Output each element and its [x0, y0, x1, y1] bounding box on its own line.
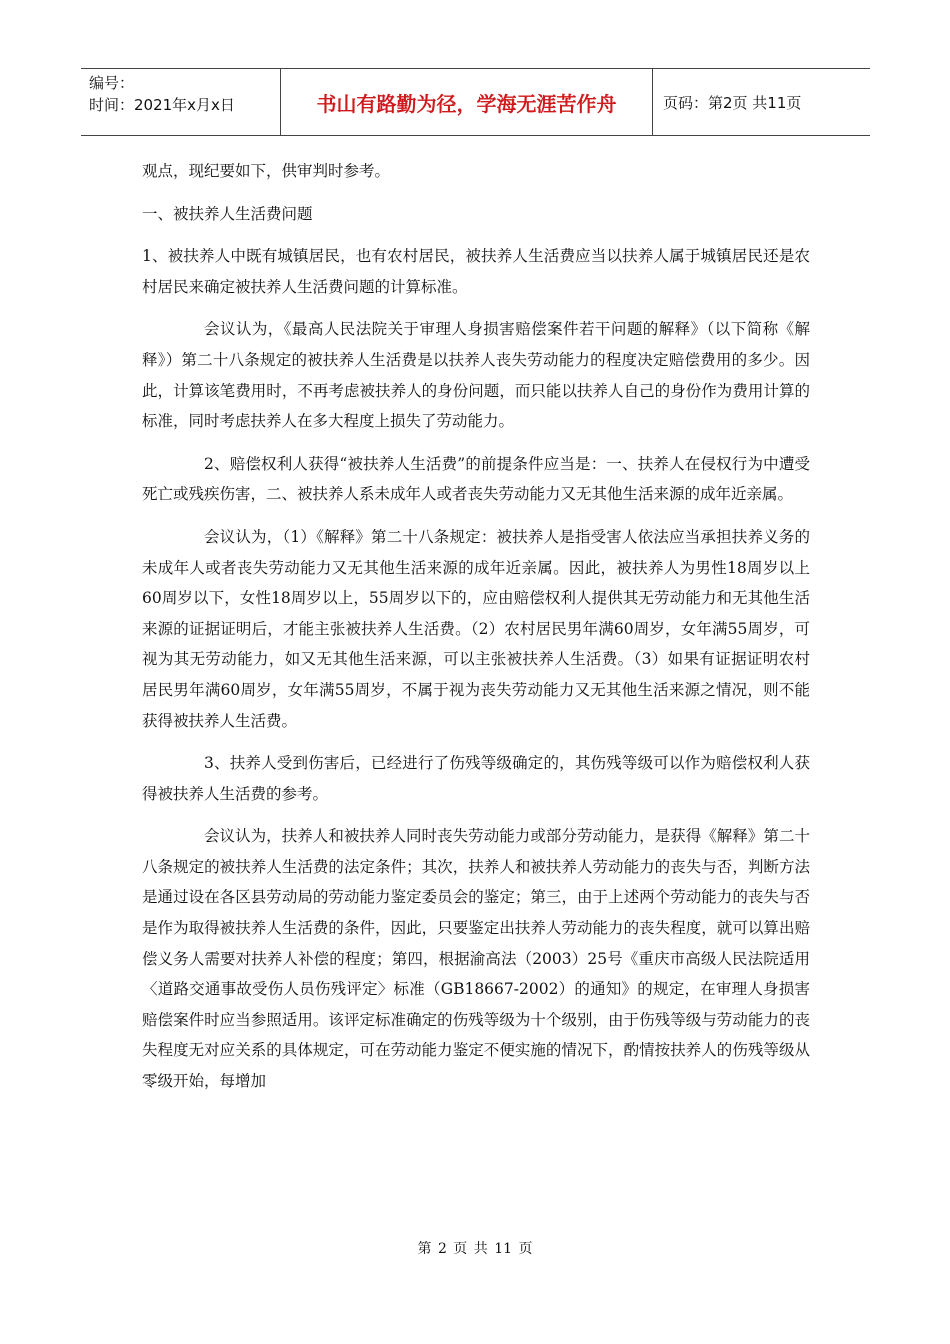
paragraph-opinion-3: 会议认为，扶养人和被扶养人同时丧失劳动能力或部分劳动能力，是获得《解释》第二十八条规定的被扶养人生活费的法定条件；其次，扶养人和被扶养人劳动能力的丧失与否，判断方法是通过设在各区县劳动局的劳动能力鉴定委员会的鉴定；第三，由于上述两个劳动能力的丧失与否是作为取得被扶养人生活费的条件，因此，只要鉴定出扶养人劳动能力的丧失程度，就可以算出赔偿义务人需要对扶养人补偿的程度；第四，根据渝高法（2003）25号《重庆市高级人民法院适用〈道路交通事故受伤人员伤残评定〉标准（GB18667-2002）的通知》的规定，在审理人身损害赔偿案件时应当参照适用。该评定标准确定的伤残等级为十个级别，由于伤残等级与劳动能力的丧失程度无对应关系的具体规定，可在劳动能力鉴定不便实施的情况下，酌情按扶养人的伤残等级从零级开始，每增加 [142, 827, 810, 1091]
document-body [142, 156, 810, 1097]
paragraph-intro: 观点，现纪要如下，供审判时参考。 [142, 162, 391, 180]
document-header [81, 68, 870, 136]
page-footer: 第 2 页 共 11 页 [417, 1241, 533, 1257]
paragraph-item-2: 2、赔偿权利人获得“被扶养人生活费”的前提条件应当是：一、扶养人在侵权行为中遭受死亡或残疾伤害，二、被扶养人系未成年人或者丧失劳动能力又无其他生活来源的成年近亲属。 [142, 454, 810, 504]
paragraph-item-1: 1、被扶养人中既有城镇居民，也有农村居民，被扶养人生活费应当以扶养人属于城镇居民还是农村居民来确定被扶养人生活费问题的计算标准。 [142, 247, 810, 296]
header-meta-cell [81, 69, 281, 135]
header-page-code: 页码：第2页 共11页 [663, 93, 802, 112]
time-label: 时间：2021年x月x日 [89, 96, 235, 114]
paragraph-item-3: 3、扶养人受到伤害后，已经进行了伤残等级确定的，其伤残等级可以作为赔偿权利人获得被扶养人生活费的参考。 [142, 754, 810, 803]
paragraph-opinion-1: 会议认为，《最高人民法院关于审理人身损害赔偿案件若干问题的解释》（以下简称《解释》）第二十八条规定的被扶养人生活费是以扶养人丧失劳动能力的程度决定赔偿费用的多少。因此，计算该笔费用时，不再考虑被扶养人的身份问题，而只能以扶养人自己的身份作为费用计算的标准，同时考虑扶养人在多大程度上损失了劳动能力。 [142, 320, 810, 431]
number-label: 编号： [89, 74, 135, 92]
paragraph-opinion-2: 会议认为，（1）《解释》第二十八条规定：被扶养人是指受害人依法应当承担扶养义务的未成年人或者丧失劳动能力又无其他生活来源的成年近亲属。因此，被扶养人为男性18周岁以上60周岁以下，女性18周岁以上，55周岁以下的，应由赔偿权利人提供其无劳动能力和无其他生活来源的证据证明后，才能主张被扶养人生活费。（2）农村居民男年满60周岁，女年满55周岁，可视为其无劳动能力，如又无其他生活来源，可以主张被扶养人生活费。（3）如果有证据证明农村居民男年满60周岁，女年满55周岁，不属于视为丧失劳动能力又无其他生活来源之情况，则不能获得被扶养人生活费。 [142, 527, 810, 730]
section-heading: 一、被扶养人生活费问题 [142, 204, 313, 223]
header-motto: 书山有路勤为径，学海无涯苦作舟 [281, 69, 653, 135]
